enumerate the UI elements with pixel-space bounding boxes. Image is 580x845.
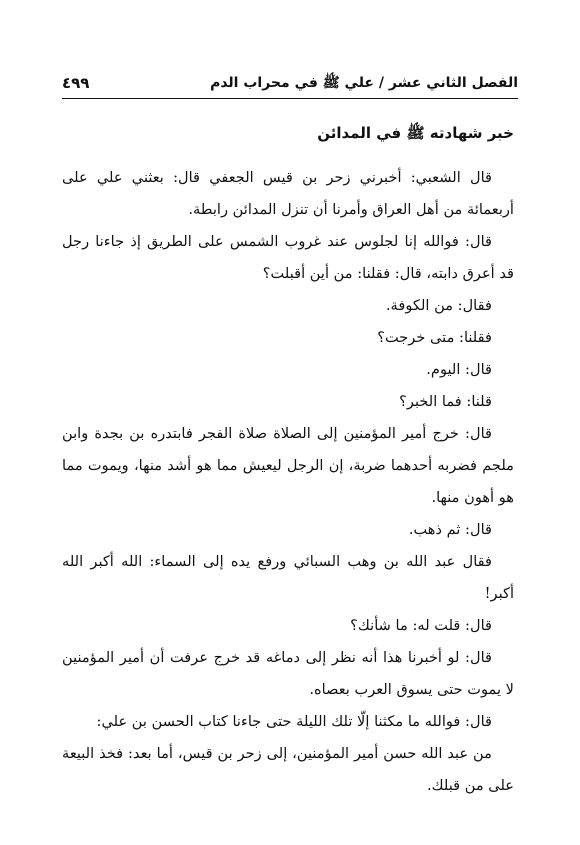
paragraph: قال: فوالله إنا لجلوس عند غروب الشمس على الطريق إذ جاءنا رجل قد أعرق دابته، قال: فقلنا: من أين أقبلت؟ — [62, 233, 514, 282]
header-rule — [62, 98, 518, 99]
page-number: ٤٩٩ — [62, 74, 90, 92]
paragraph: فقال: من الكوفة. — [385, 297, 492, 314]
paragraph: قال: ثم ذهب. — [408, 521, 492, 538]
section-heading: خبر شهادته ﷺ في المدائن — [317, 124, 514, 142]
page-header — [62, 72, 518, 96]
paragraph: قال الشعبي: أخبرني زحر بن قيس الجعفي قال: بعثني علي على أربعمائة من أهل العراق وأمرنا أن تنزل المدائن رابطة. — [62, 169, 514, 218]
paragraph: قال: لو أخبرنا هذا أنه نظر إلى دماغه قد خرج عرفت أن أمير المؤمنين لا يموت حتى يسوق العرب بعصاه. — [62, 649, 514, 698]
paragraph: قال: اليوم. — [426, 361, 492, 378]
paragraph: قلنا: فما الخبر؟ — [399, 393, 492, 410]
paragraph: فقال عبد الله بن وهب السبائي ورفع يده إلى السماء: الله أكبر الله أكبر! — [62, 553, 514, 602]
body-text — [62, 162, 514, 802]
paragraph: من عبد الله حسن أمير المؤمنين، إلى زحر بن قيس، أما بعد: فخذ البيعة على من قبلك. — [62, 745, 514, 794]
paragraph: فقلنا: متى خرجت؟ — [377, 329, 492, 346]
running-title: الفصل الثاني عشر / علي ﷺ في محراب الدم — [210, 75, 518, 91]
paragraph: قال: فوالله ما مكثنا إلّا تلك الليلة حتى جاءنا كتاب الحسن بن علي: — [96, 713, 492, 730]
paragraph: قال: قلت له: ما شأنك؟ — [350, 617, 492, 634]
paragraph: قال: خرج أمير المؤمنين إلى الصلاة صلاة الفجر فابتدره بن بجدة وابن ملجم فضربه أحدهما ضربة، إن الرجل ليعيش مما هو أشد منها، ويموت مما هو أهون منها. — [62, 425, 514, 506]
